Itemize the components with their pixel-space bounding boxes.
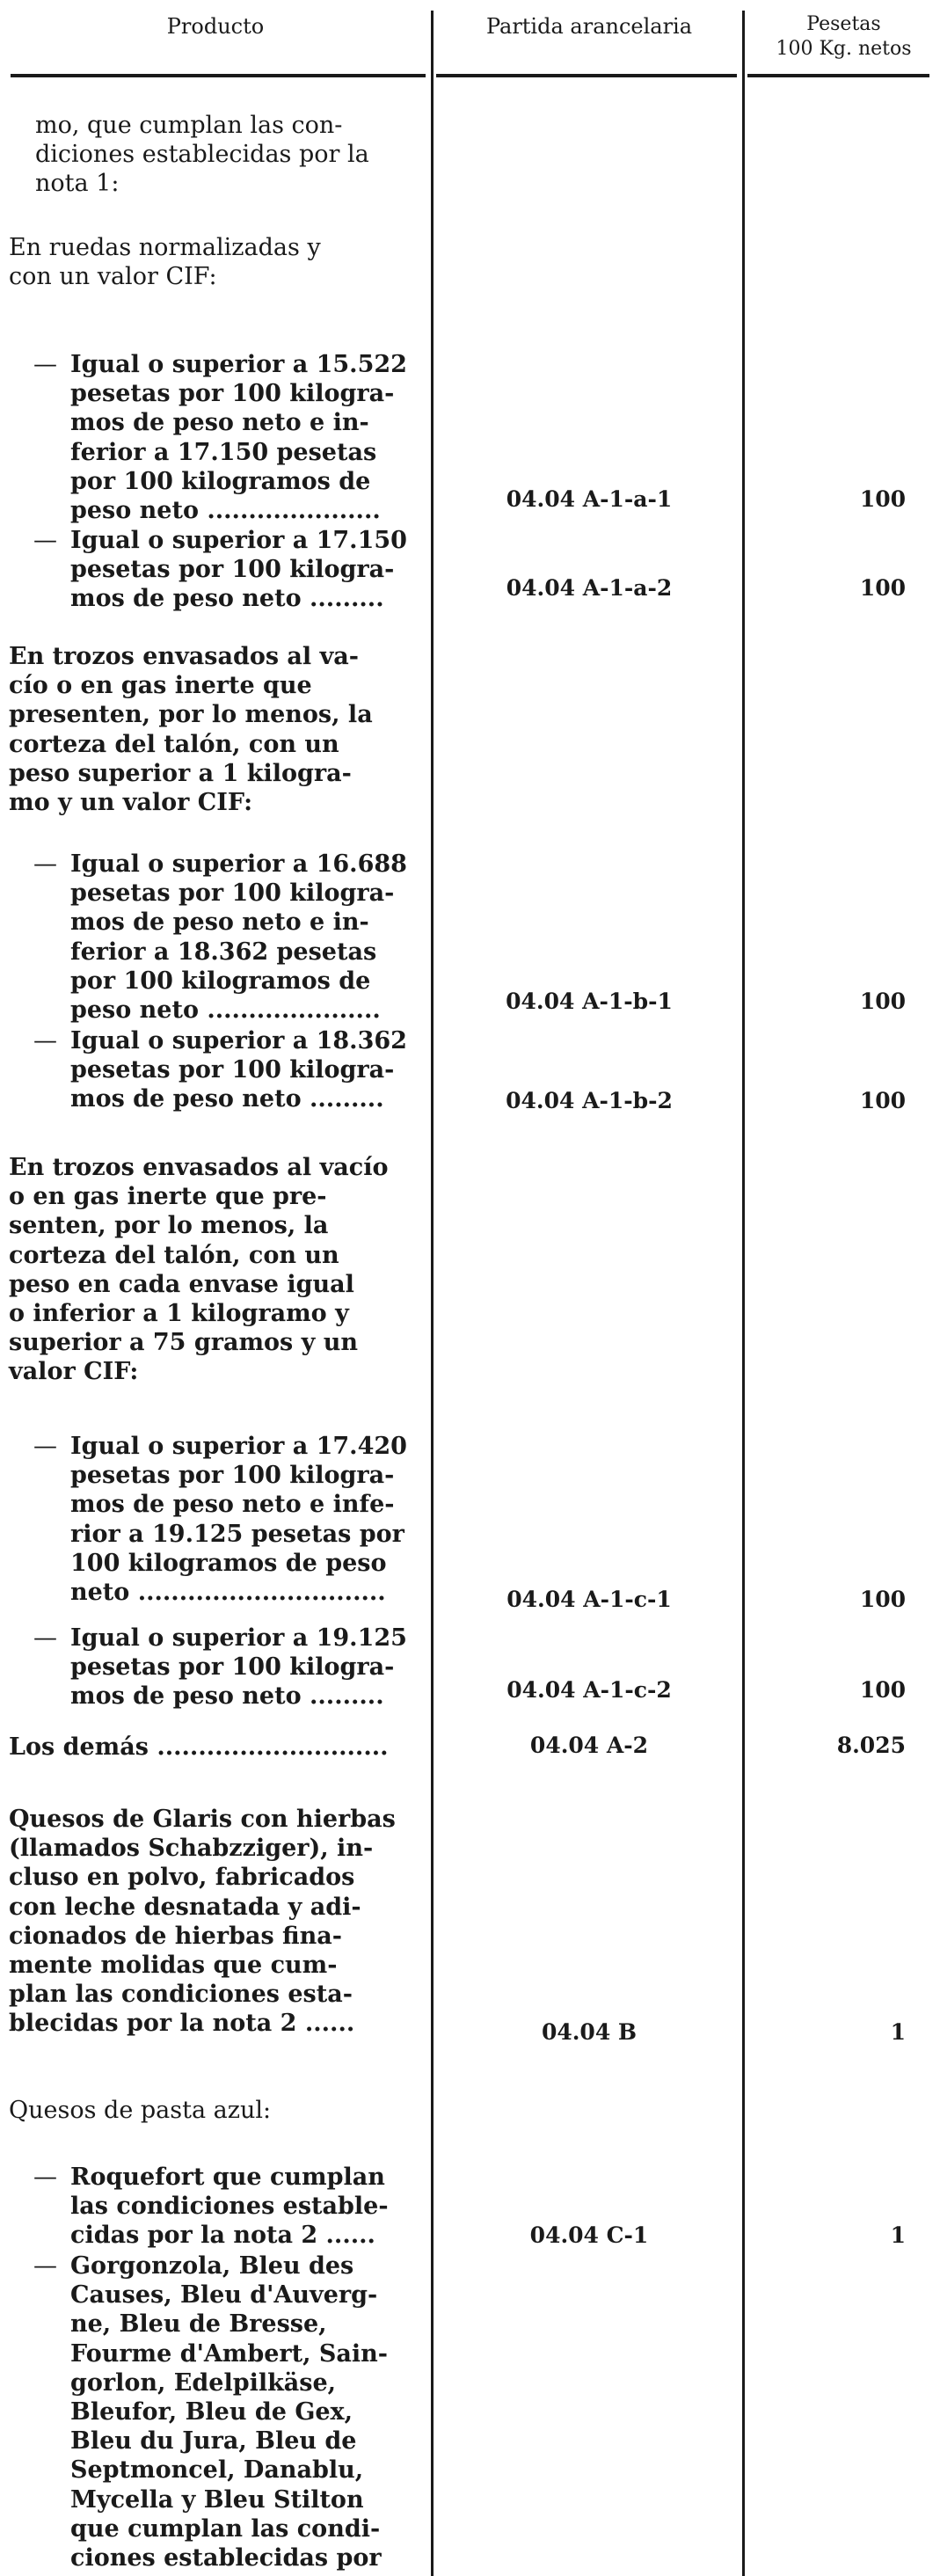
dash-marker: —	[33, 351, 57, 378]
dash-marker: —	[33, 527, 57, 554]
tariff-code: 04.04 A-2	[529, 1733, 649, 1758]
row-text: Igual o superior a 17.420 pesetas por 100 kilogra- mos de peso neto e infe- rior a 19.125 pesetas por 100 kilogramos de peso neto ..............................	[70, 1433, 407, 1607]
tariff-code: 04.04 A-1-b-1	[506, 989, 673, 1014]
tariff-code: 04.04 C-1	[529, 2222, 649, 2248]
tariff-value: 100	[859, 575, 906, 601]
row-text: Quesos de pasta azul:	[9, 2097, 272, 2124]
row-text: Roquefort que cumplan las condiciones estable- cidas por la nota 2 ......	[70, 2164, 389, 2250]
tariff-code: 04.04 A-1-a-1	[506, 486, 673, 512]
column-header-pesetas	[747, 12, 940, 83]
pesetas-header-line2: 100 Kg. netos	[776, 38, 912, 60]
tariff-code: 04.04 A-1-b-2	[506, 1088, 673, 1113]
row-text: Los demás ............................	[9, 1733, 389, 1761]
row-text: Igual o superior a 17.150 pesetas por 100 kilogra- mos de peso neto .........	[70, 527, 407, 613]
tariff-value: 1	[890, 2222, 906, 2248]
row-text: Quesos de Glaris con hierbas (llamados Schabzziger), in- cluso en polvo, fabricados con leche desnatada y adi- cionados de hierbas fina- mente molidas que cum- plan las condiciones esta- blecidas por la nota 2 ......	[9, 1806, 396, 2038]
dash-marker: —	[33, 1433, 57, 1460]
tariff-value: 100	[859, 989, 906, 1014]
row-text: Igual o superior a 16.688 pesetas por 100 kilogra- mos de peso neto e in- ferior a 18.362 pesetas por 100 kilogramos de peso neto .....................	[70, 850, 407, 1025]
column-header-partida: Partida arancelaria	[485, 14, 693, 39]
tariff-code: 04.04 A-1-c-2	[506, 1677, 672, 1703]
row-text: En trozos envasados al vacío o en gas inerte que pre- senten, por lo menos, la corteza del talón, con un peso en cada envase igual o inferior a 1 kilogramo y superior a 75 gramos y un valor CIF:	[9, 1154, 389, 1386]
tariff-value: 100	[859, 1088, 906, 1113]
tariff-code: 04.04 A-1-c-1	[506, 1587, 672, 1612]
tariff-code: 04.04 B	[541, 2019, 638, 2045]
row-text: mo, que cumplan las con- diciones establecidas por la nota 1:	[35, 112, 369, 198]
pesetas-header-line1: Pesetas	[806, 13, 881, 35]
tariff-value: 8.025	[836, 1733, 906, 1758]
row-text: Igual o superior a 19.125 pesetas por 100 kilogra- mos de peso neto .........	[70, 1624, 407, 1711]
header-rule	[11, 74, 929, 77]
dash-marker: —	[33, 2164, 57, 2191]
tariff-code: 04.04 A-1-a-2	[506, 575, 673, 601]
tariff-value: 100	[859, 486, 906, 512]
row-text: En trozos envasados al va- cío o en gas inerte que presenten, por lo menos, la corteza del talón, con un peso superior a 1 kilogra- mo y un valor CIF:	[9, 643, 373, 817]
tariff-value: 100	[859, 1587, 906, 1612]
row-text: En ruedas normalizadas y con un valor CIF:	[9, 234, 321, 291]
row-text: Igual o superior a 15.522 pesetas por 100 kilogra- mos de peso neto e in- ferior a 17.150 pesetas por 100 kilogramos de peso neto .....................	[70, 351, 407, 525]
column-divider-right	[742, 11, 745, 2576]
row-text: Gorgonzola, Bleu des Causes, Bleu d'Auverg- ne, Bleu de Bresse, Fourme d'Ambert, Sain- gorlon, Edelpilkäse, Bleufor, Bleu de Gex, Bleu du Jura, Bleu de Septmoncel, Danablu, Mycella y Bleu Stilton que cumplan las condi- ciones establecidas por	[70, 2252, 389, 2572]
column-divider-left	[431, 11, 434, 2576]
tariff-value: 1	[890, 2019, 906, 2045]
row-text: Igual o superior a 18.362 pesetas por 100 kilogra- mos de peso neto .........	[70, 1027, 407, 1113]
dash-marker: —	[33, 1027, 57, 1054]
dash-marker: —	[33, 2252, 57, 2280]
dash-marker: —	[33, 1624, 57, 1652]
tariff-value: 100	[859, 1677, 906, 1703]
column-header-producto: Producto	[166, 14, 265, 39]
dash-marker: —	[33, 850, 57, 878]
